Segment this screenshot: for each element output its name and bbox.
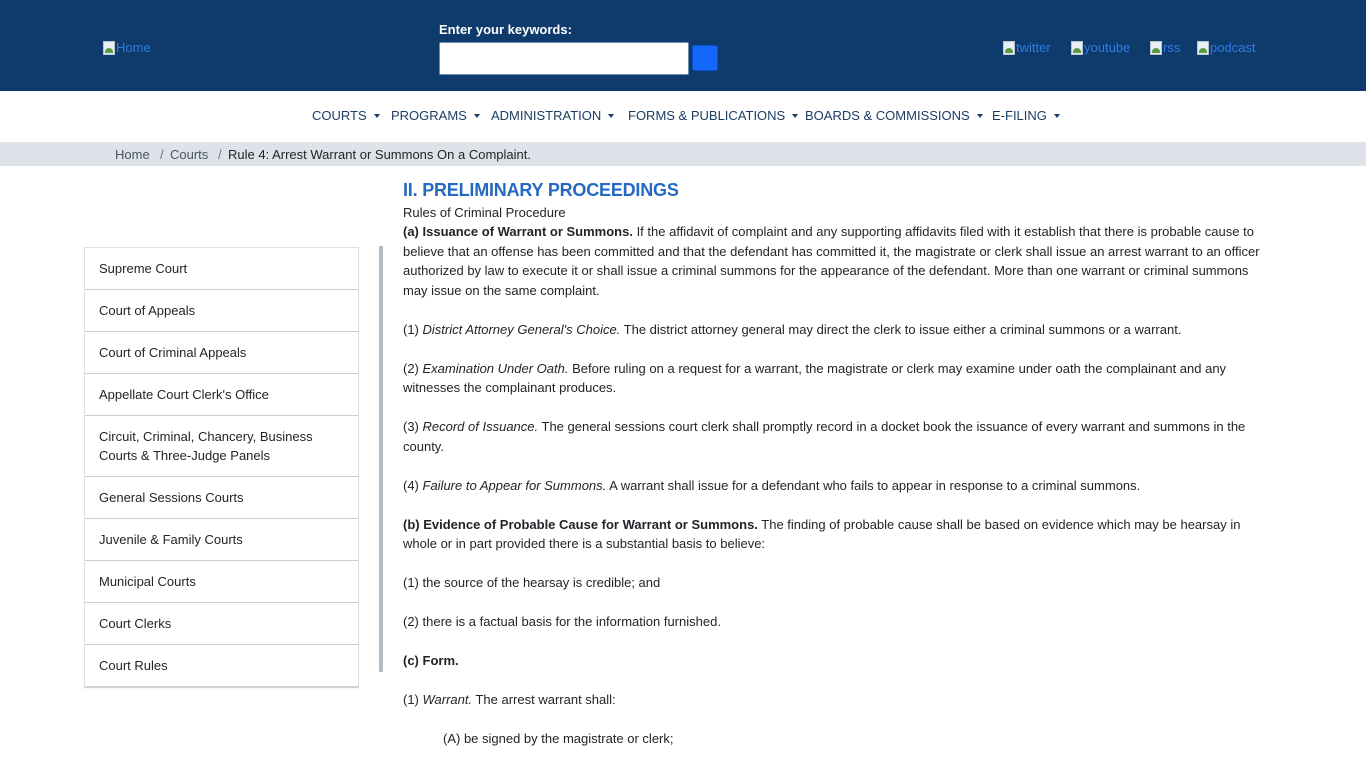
nav-label: PROGRAMS bbox=[391, 108, 467, 123]
caret-down-icon bbox=[608, 114, 614, 118]
nav-label: FORMS & PUBLICATIONS bbox=[628, 108, 786, 123]
search-label: Enter your keywords: bbox=[439, 22, 572, 37]
home-logo-link[interactable] bbox=[103, 40, 151, 55]
sidebar-item-court-rules[interactable]: Court Rules bbox=[99, 658, 168, 673]
sidebar-courts-menu bbox=[84, 247, 359, 688]
main-content bbox=[403, 178, 1265, 768]
twitter-icon bbox=[1003, 41, 1015, 55]
page-title: II. PRELIMINARY PROCEEDINGS bbox=[403, 180, 679, 200]
main-nav bbox=[0, 91, 1366, 142]
sidebar-item-appellate-court-clerks-office[interactable]: Appellate Court Clerk's Office bbox=[85, 374, 358, 416]
sidebar-item-municipal-courts[interactable]: Municipal Courts bbox=[85, 561, 358, 603]
nav-programs[interactable] bbox=[391, 108, 480, 123]
section-a-item-1 bbox=[403, 320, 1265, 340]
podcast-alt: podcast bbox=[1210, 40, 1256, 55]
sidebar-item-juvenile-family-courts[interactable]: Juvenile & Family Courts bbox=[85, 519, 358, 561]
item-number: (4) bbox=[403, 477, 423, 493]
nav-courts[interactable] bbox=[312, 108, 380, 123]
section-a-item-2 bbox=[403, 359, 1265, 398]
search-input[interactable] bbox=[439, 42, 689, 75]
item-text: The general sessions court clerk shall promptly record in a docket book the issuance of every warrant and summons in the county. bbox=[403, 419, 1246, 454]
item-title: Record of Issuance. bbox=[422, 419, 539, 434]
item-title: Warrant. bbox=[422, 692, 473, 707]
section-c-item-1 bbox=[403, 690, 1265, 710]
item-text: The district attorney general may direct the clerk to issue either a criminal summons or a warrant. bbox=[620, 321, 1182, 337]
item-number: (3) bbox=[403, 419, 423, 434]
nav-label: ADMINISTRATION bbox=[491, 108, 602, 123]
item-text: Before ruling on a request for a warrant, the magistrate or clerk may examine under oath the complainant and any witnesses the complainant produces. bbox=[403, 360, 1227, 395]
broken-image-icon bbox=[103, 41, 115, 55]
caret-down-icon bbox=[474, 114, 480, 118]
youtube-icon bbox=[1071, 41, 1083, 55]
section-b-item-1: (1) the source of the hearsay is credible; and bbox=[403, 575, 661, 590]
section-a-item-3 bbox=[403, 417, 1265, 456]
nav-forms-publications[interactable] bbox=[628, 108, 798, 123]
breadcrumb-home[interactable]: Home bbox=[115, 147, 150, 162]
rss-link[interactable] bbox=[1150, 40, 1180, 55]
sidebar-item-circuit-criminal-chancery[interactable]: Circuit, Criminal, Chancery, Business Courts & Three-Judge Panels bbox=[85, 416, 358, 477]
breadcrumb-separator: / bbox=[160, 147, 164, 162]
caret-down-icon bbox=[1054, 114, 1060, 118]
rss-icon bbox=[1150, 41, 1162, 55]
breadcrumb bbox=[0, 142, 1366, 166]
nav-label: COURTS bbox=[312, 108, 367, 123]
section-a-paragraph bbox=[403, 222, 1265, 300]
item-number: (2) bbox=[403, 360, 423, 376]
podcast-link[interactable] bbox=[1197, 40, 1256, 55]
breadcrumb-current: Rule 4: Arrest Warrant or Summons On a Complaint. bbox=[228, 147, 531, 162]
sidebar-item-court-clerks[interactable]: Court Clerks bbox=[85, 603, 358, 645]
site-header bbox=[0, 0, 1366, 91]
item-title: Examination Under Oath. bbox=[422, 360, 569, 376]
item-number: (1) bbox=[403, 321, 423, 337]
rss-alt: rss bbox=[1163, 40, 1181, 55]
caret-down-icon bbox=[977, 114, 983, 118]
nav-boards-commissions[interactable] bbox=[805, 108, 983, 123]
podcast-icon bbox=[1197, 41, 1209, 55]
youtube-alt: youtube bbox=[1084, 40, 1131, 55]
sidebar-item-court-of-criminal-appeals[interactable]: Court of Criminal Appeals bbox=[85, 332, 358, 374]
item-text: The arrest warrant shall: bbox=[472, 692, 616, 707]
breadcrumb-separator: / bbox=[218, 147, 222, 162]
sidebar-item-supreme-court[interactable]: Supreme Court bbox=[85, 248, 358, 290]
nav-label: E-FILING bbox=[992, 108, 1047, 123]
nav-label: BOARDS & COMMISSIONS bbox=[805, 108, 970, 123]
section-a-text: If the affidavit of complaint and any supporting affidavits filed with it establish that there is probable cause to believe that an offense has been committed and that the defendant has committed it, the magistrate or clerk shall issue an arrest warrant to an officer authorized by law to execute it or shall issue a criminal summons for the appearance of the defendant. More than one warrant or criminal summons may issue on the same complaint. bbox=[403, 224, 1260, 298]
section-b-text: The finding of probable cause shall be based on evidence which may be hearsay in whole or in part provided there is a substantial basis to believe: bbox=[403, 516, 1241, 551]
nav-e-filing[interactable] bbox=[992, 108, 1060, 123]
section-c-heading: (c) Form. bbox=[403, 653, 459, 668]
section-a-item-4 bbox=[403, 476, 1265, 496]
item-number: (1) bbox=[403, 692, 423, 707]
youtube-link[interactable] bbox=[1071, 40, 1130, 55]
section-b-heading: (b) Evidence of Probable Cause for Warrant or Summons. bbox=[403, 516, 758, 532]
search-button[interactable] bbox=[692, 45, 718, 71]
page-subtitle: Rules of Criminal Procedure bbox=[403, 205, 566, 220]
item-text: A warrant shall issue for a defendant who fails to appear in response to a criminal summons. bbox=[606, 477, 1141, 493]
section-c-subitem-a: (A) be signed by the magistrate or clerk; bbox=[443, 731, 674, 746]
vertical-divider bbox=[379, 246, 383, 672]
item-title: Failure to Appear for Summons. bbox=[422, 477, 607, 493]
caret-down-icon bbox=[792, 114, 798, 118]
twitter-alt: twitter bbox=[1016, 40, 1051, 55]
section-b-item-2: (2) there is a factual basis for the information furnished. bbox=[403, 614, 721, 629]
breadcrumb-courts[interactable]: Courts bbox=[170, 147, 209, 162]
section-c-heading-paragraph bbox=[403, 651, 1265, 671]
caret-down-icon bbox=[374, 114, 380, 118]
sidebar-item-general-sessions-courts[interactable]: General Sessions Courts bbox=[85, 477, 358, 519]
section-b-paragraph bbox=[403, 515, 1265, 554]
twitter-link[interactable] bbox=[1003, 40, 1051, 55]
home-logo-alt: Home bbox=[116, 40, 151, 55]
sidebar-item-court-of-appeals[interactable]: Court of Appeals bbox=[85, 290, 358, 332]
item-title: District Attorney General's Choice. bbox=[422, 321, 621, 337]
section-a-heading: (a) Issuance of Warrant or Summons. bbox=[403, 224, 633, 239]
nav-administration[interactable] bbox=[491, 108, 614, 123]
